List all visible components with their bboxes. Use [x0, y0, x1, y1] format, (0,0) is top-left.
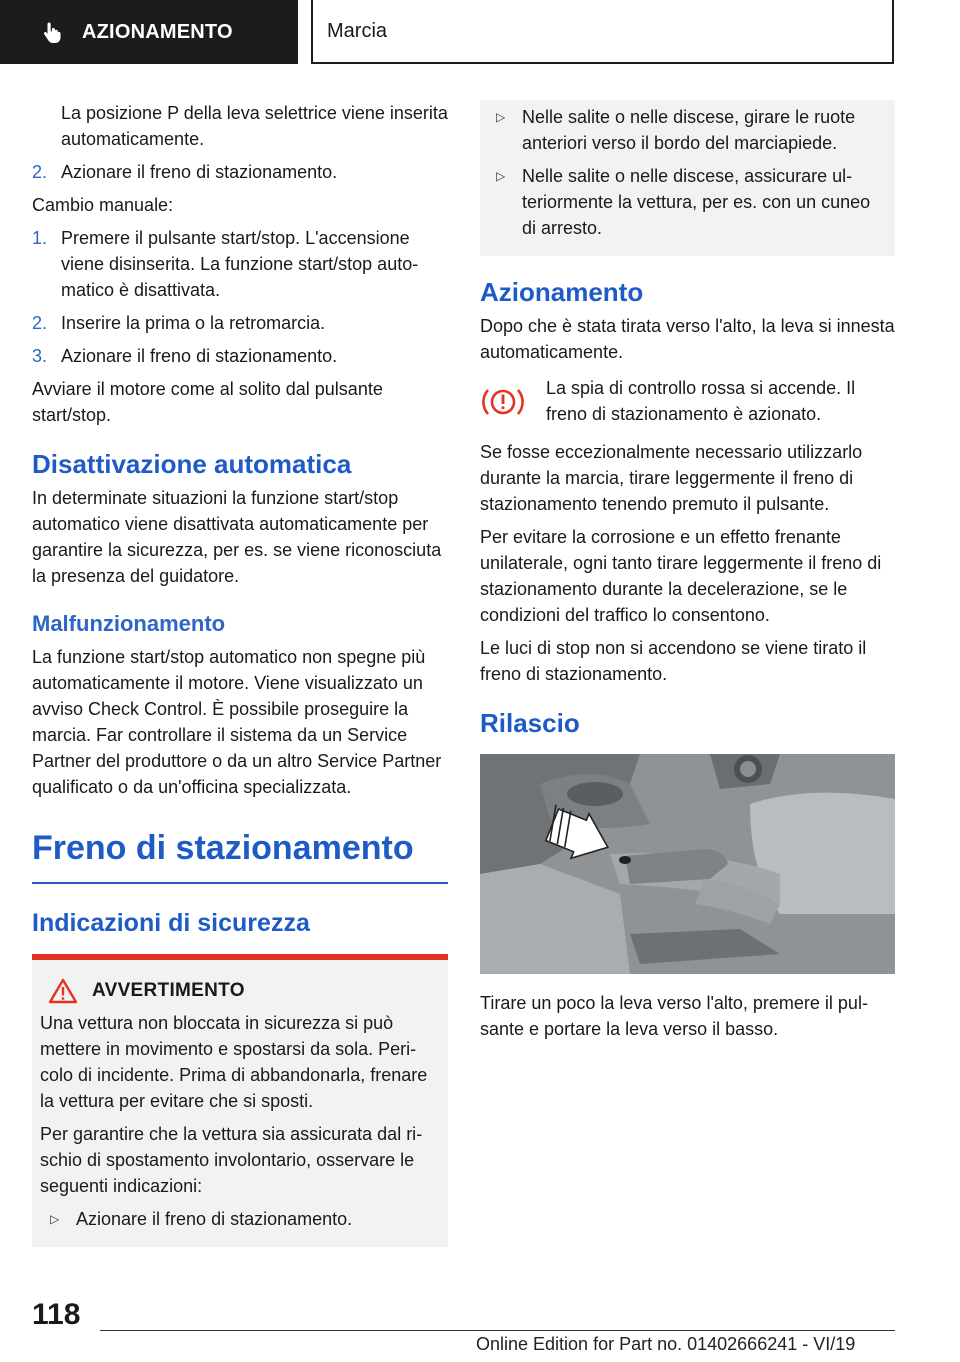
left-column — [32, 100, 448, 1247]
warning-triangle-icon — [48, 978, 78, 1004]
emergency-text: Se fosse eccezionalmente necessario utilizzarlo durante la marcia, tirare leggermente il freno di stazionamento tenendo premuto il pulsante. — [480, 442, 863, 514]
list-item — [32, 225, 448, 303]
step-text: Premere il pulsante start/stop. L'accensione viene disinserita. La funzione start/stop automatico è disattivata. — [61, 228, 419, 300]
parking-brake-warning-lamp-icon — [480, 375, 546, 427]
triangle-bullet-icon: ▷ — [50, 1212, 60, 1226]
heading-malfunction: Malfunzionamento — [32, 611, 226, 636]
right-column — [480, 100, 895, 1049]
auto-deactivation-text: In determinate situazioni la funzione start/stop automatico viene disattivata automaticamente per garantire la sicurezza, per es. se viene riconosciuta la presenza del guidatore. — [32, 488, 442, 586]
manual-label: Cambio manuale: — [32, 195, 174, 215]
section-tab — [0, 0, 298, 64]
heading-auto-deactivation: Disattivazione automatica — [32, 449, 352, 479]
chapter-title: Marcia — [311, 0, 894, 64]
heading-safety-notes: Indicazioni di sicurezza — [32, 909, 310, 937]
step-text: Azionare il freno di stazionamento. — [61, 346, 338, 366]
page-number: 118 — [32, 1298, 81, 1331]
restart-text: Avviare il motore come al solito dal pulsante start/stop. — [32, 379, 383, 425]
operation-text: Dopo che è stata tirata verso l'alto, la leva si innesta automaticamente. — [480, 316, 895, 362]
step-number: 3. — [32, 346, 48, 366]
heading-divider — [32, 882, 448, 884]
warning-box — [32, 954, 448, 1247]
release-text: Tirare un poco la leva verso l'alto, premere il pulsante e portare la leva verso il basso. — [480, 993, 868, 1039]
hand-pointer-icon — [40, 20, 64, 44]
corrosion-text: Per evitare la corrosione e un effetto frenante unilaterale, ogni tanto tirare leggermente il freno di stazionamento durante la decelerazione, se le condizioni del traffico lo consentono. — [480, 527, 882, 625]
warning-box-continuation — [480, 100, 895, 256]
bullet-text: Azionare il freno di stazionamento. — [76, 1209, 353, 1229]
warning-paragraph: Una vettura non bloccata in sicurezza si può mettere in movimento e spostarsi da sola. Pericolo di incidente. Prima di abbandonarla, frenare la vettura per evitare che si sposti. — [40, 1013, 428, 1111]
bullet-text: Nelle salite o nelle discese, assicurare ulteriormente la vettura, per es. con un cuneo di arresto. — [522, 166, 871, 238]
bullet-text: Nelle salite o nelle discese, girare le ruote anteriori verso il bordo del marciapiede. — [522, 107, 856, 153]
heading-release: Rilascio — [480, 708, 580, 738]
step-number: 1. — [32, 228, 48, 248]
malfunction-text: La funzione start/stop automatico non spegne più automaticamente il motore. Viene visualizzato un avviso Check Control. È possibile proseguire la marcia. Far controllare il sistema da un Service Partner del produttore o da un altro Service Partner qualificato o da un'officina specializzata. — [32, 647, 442, 797]
step-text: Inserire la prima o la retromarcia. — [61, 313, 326, 333]
triangle-bullet-icon: ▷ — [496, 110, 506, 124]
triangle-bullet-icon: ▷ — [496, 169, 506, 183]
step-text: Azionare il freno di stazionamento. — [61, 162, 338, 182]
list-item — [32, 159, 448, 185]
warning-title: AVVERTIMENTO — [92, 980, 245, 1001]
step-number: 2. — [32, 313, 48, 333]
list-item — [32, 343, 448, 369]
section-label: AZIONAMENTO — [82, 20, 233, 43]
list-item — [40, 1206, 438, 1232]
warning-paragraph: Per garantire che la vettura sia assicurata dal rischio di spostamento involontario, osservare le seguenti indicazioni: — [40, 1124, 423, 1196]
step-number: 2. — [32, 162, 48, 182]
lamp-text: La spia di controllo rossa si accende. Il freno di stazionamento è azionato. — [546, 378, 856, 424]
warning-header — [40, 978, 438, 1004]
footer-divider — [100, 1330, 895, 1331]
stop-light-text: Le luci di stop non si accendono se viene tirato il freno di stazionamento. — [480, 638, 867, 684]
heading-operation: Azionamento — [480, 277, 644, 307]
parking-brake-lever-illustration — [480, 754, 895, 974]
intro-continuation: La posizione P della leva selettrice viene inserita automaticamente. — [61, 103, 448, 149]
list-item — [486, 104, 885, 156]
list-item — [32, 310, 448, 336]
edition-text: Online Edition for Part no. 01402666241 - VI/19 — [476, 1334, 856, 1354]
indicator-lamp-note — [480, 375, 895, 427]
list-item — [486, 163, 885, 241]
heading-parking-brake: Freno di stazionamento — [32, 829, 414, 867]
